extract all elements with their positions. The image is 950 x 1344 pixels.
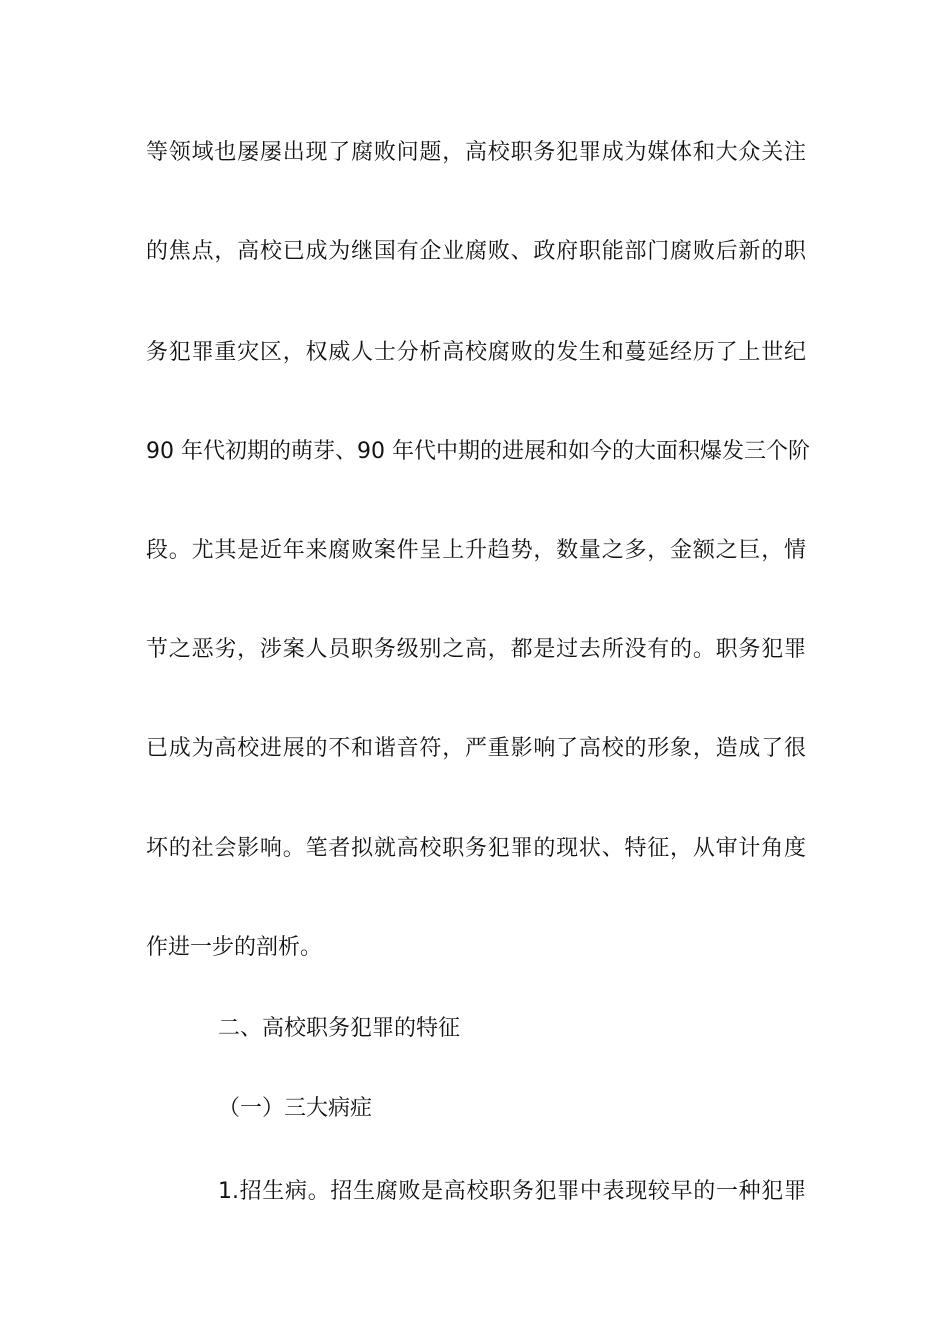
paragraph-line-7: 已成为高校进展的不和谐音符，严重影响了高校的形象，造成了很 (146, 736, 806, 761)
paragraph-line-3: 务犯罪重灾区，权威人士分析高校腐败的发生和蔓延经历了上世纪 (146, 340, 806, 365)
subsection-heading: （一）三大病症 (218, 1096, 373, 1121)
paragraph-line-2: 的焦点，高校已成为继国有企业腐败、政府职能部门腐败后新的职 (146, 239, 806, 264)
paragraph-line-1: 等领域也屡屡出现了腐败问题，高校职务犯罪成为媒体和大众关注 (146, 140, 806, 165)
paragraph-line-8: 坏的社会影响。笔者拟就高校职务犯罪的现状、特征，从审计角度 (146, 836, 806, 861)
paragraph-line-4: 90 年代初期的萌芽、90 年代中期的进展和如今的大面积爆发三个阶 (146, 439, 810, 464)
paragraph-line-6: 节之恶劣，涉案人员职务级别之高，都是过去所没有的。职务犯罪 (146, 637, 806, 662)
section-heading: 二、高校职务犯罪的特征 (218, 1016, 461, 1041)
paragraph-line-9: 作进一步的剖析。 (146, 935, 323, 960)
item-first-line: 1.招生病。招生腐败是高校职务犯罪中表现较早的一种犯罪 (218, 1179, 806, 1204)
paragraph-line-5: 段。尤其是近年来腐败案件呈上升趋势，数量之多，金额之巨，情 (146, 538, 806, 563)
